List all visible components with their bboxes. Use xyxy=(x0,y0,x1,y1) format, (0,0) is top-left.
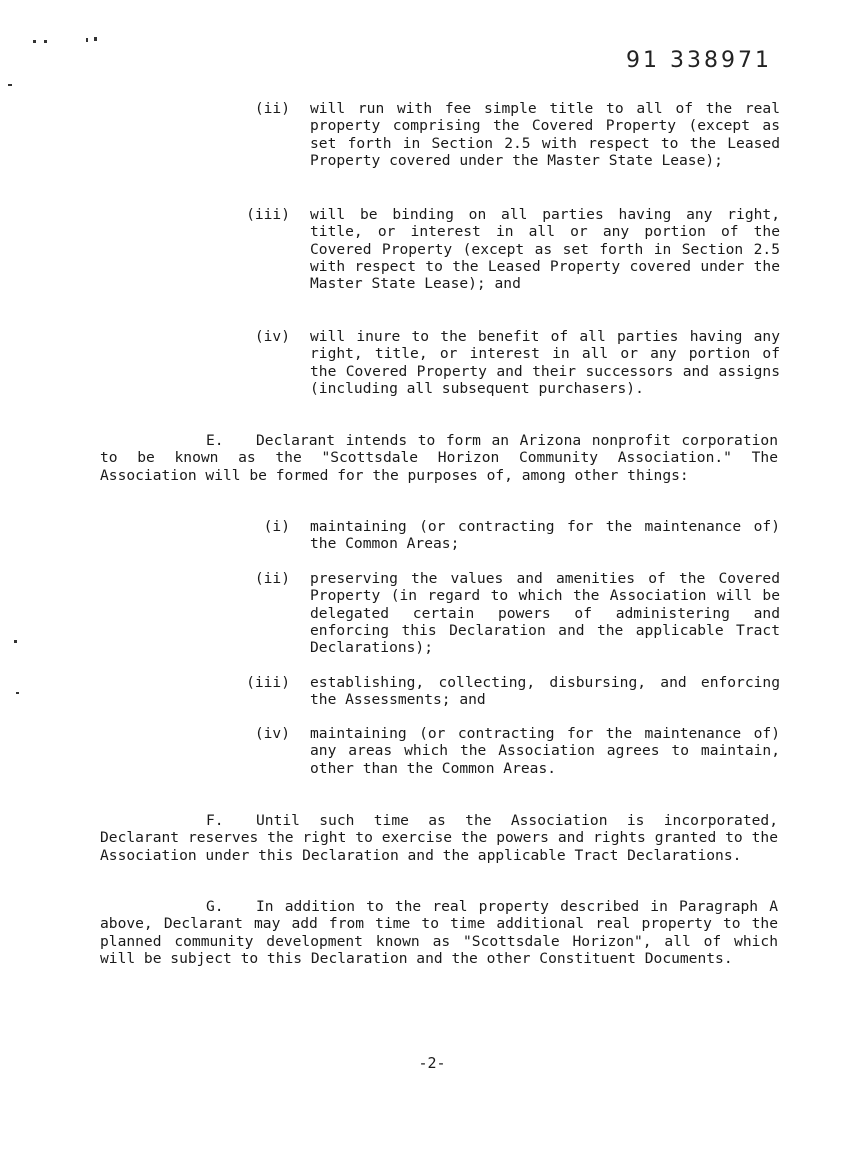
list-item-number: (ii) xyxy=(254,570,290,587)
paragraph-e xyxy=(100,432,778,484)
scan-speck xyxy=(14,640,17,643)
list-item-number: (ii) xyxy=(254,100,290,117)
list-item-text: maintaining (or contracting for the maintenance of) the Common Areas; xyxy=(310,518,780,553)
scan-speck xyxy=(33,40,36,43)
list-item-text: will run with fee simple title to all of the real property comprising the Covered Property (except as set forth in Section 2.5 with respect to the Leased Property covered under the Master State Lease); xyxy=(310,100,780,169)
list-item-text: will be binding on all parties having any right, title, or interest in all or any portion of the Covered Property (except as set forth in Section 2.5 with respect to the Leased Property covered under the Master State Lease); and xyxy=(310,206,780,293)
paragraph-text: In addition to the real property described in Paragraph A above, Declarant may add from time to time additional real property to the planned community development known as "Scottsdale Horizon", all of which will be subject to this Declaration and the other Constituent Documents. xyxy=(100,898,778,967)
list-item-number: (iii) xyxy=(246,674,290,691)
list-item-text: maintaining (or contracting for the maintenance of) any areas which the Association agrees to maintain, other than the Common Areas. xyxy=(310,725,780,777)
paragraph-letter: F. xyxy=(206,812,224,829)
scan-speck xyxy=(44,40,47,43)
list-item-text: preserving the values and amenities of the Covered Property (in regard to which the Association will be delegated certain powers of administering and enforcing this Declaration and the applicable Tract Declarations); xyxy=(310,570,780,657)
scan-speck xyxy=(16,692,19,694)
list-item-number: (i) xyxy=(263,518,290,535)
paragraph-f xyxy=(100,812,778,864)
list-item-text: establishing, collecting, disbursing, and enforcing the Assessments; and xyxy=(310,674,780,709)
scan-speck xyxy=(8,84,12,86)
paragraph-letter: G. xyxy=(206,898,224,915)
list-item-number: (iii) xyxy=(246,206,290,223)
document-number: 91 338971 xyxy=(626,48,772,73)
list-item-text: will inure to the benefit of all parties having any right, title, or interest in all or any portion of the Covered Property and their successors and assigns (including all subsequent purchasers). xyxy=(310,328,780,397)
scan-speck xyxy=(86,38,88,42)
paragraph-text: Declarant intends to form an Arizona nonprofit corporation to be known as the "Scottsdale Horizon Community Association." The Association will be formed for the purposes of, among other things: xyxy=(100,432,778,484)
list-item-number: (iv) xyxy=(254,328,290,345)
paragraph-g xyxy=(100,898,778,967)
page-number: -2- xyxy=(418,1054,446,1072)
paragraph-letter: E. xyxy=(206,432,224,449)
scan-speck xyxy=(94,37,97,41)
list-item-number: (iv) xyxy=(254,725,290,742)
paragraph-text: Until such time as the Association is incorporated, Declarant reserves the right to exercise the powers and rights granted to the Association under this Declaration and the applicable Tract Declarations. xyxy=(100,812,778,864)
